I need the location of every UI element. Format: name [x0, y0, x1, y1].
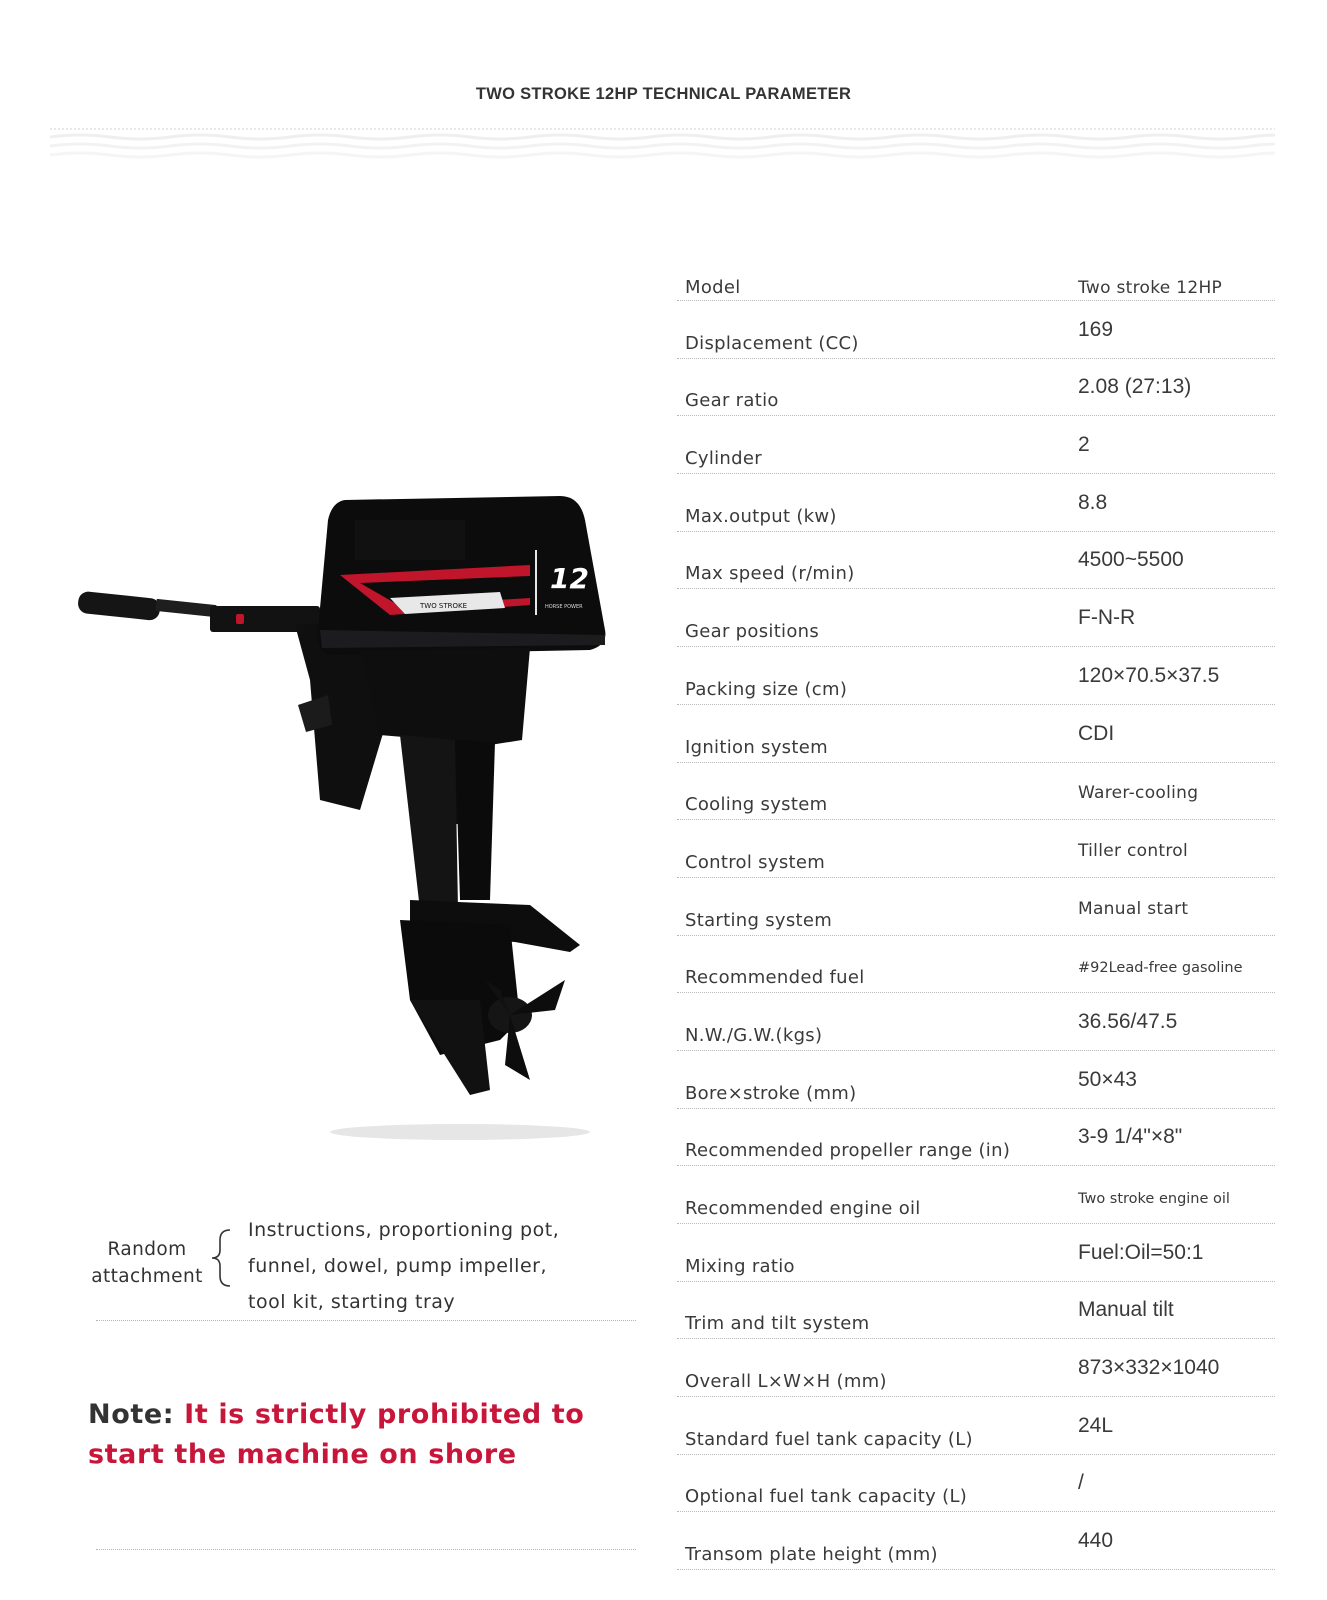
spec-label: Starting system	[685, 909, 833, 931]
spec-value: 169	[1078, 317, 1114, 341]
spec-value: 440	[1078, 1529, 1114, 1553]
spec-label: Displacement (CC)	[685, 332, 859, 354]
spec-row	[677, 1224, 1275, 1282]
spec-row	[677, 1455, 1275, 1513]
spec-label: Cooling system	[685, 794, 828, 816]
spec-value: 2.08 (27:13)	[1078, 375, 1192, 399]
spec-row	[677, 936, 1275, 994]
spec-value: F-N-R	[1078, 606, 1136, 630]
safety-note	[88, 1395, 584, 1475]
note-warning-line: It is strictly prohibited to	[184, 1399, 585, 1430]
spec-label: Max.output (kw)	[685, 505, 837, 527]
note-prefix: Note:	[88, 1399, 185, 1430]
spec-label: Gear positions	[685, 621, 820, 643]
spec-row	[677, 878, 1275, 936]
spec-value: Two stroke 12HP	[1078, 278, 1223, 298]
spec-row	[677, 993, 1275, 1051]
spec-label: Gear ratio	[685, 390, 779, 412]
spec-row	[677, 359, 1275, 417]
spec-label: Mixing ratio	[685, 1255, 795, 1277]
spec-row	[677, 1166, 1275, 1224]
spec-value: Manual start	[1078, 898, 1189, 919]
spec-row	[677, 1051, 1275, 1109]
spec-label: Optional fuel tank capacity (L)	[685, 1486, 968, 1508]
spec-row	[677, 1397, 1275, 1455]
spec-row	[677, 1512, 1275, 1570]
attachment-items	[248, 1212, 559, 1320]
spec-value: 120×70.5×37.5	[1078, 663, 1220, 687]
spec-value: Manual tilt	[1078, 1298, 1174, 1322]
spec-row	[677, 705, 1275, 763]
spec-value: 2	[1078, 433, 1090, 457]
spec-value: CDI	[1078, 721, 1115, 745]
spec-value: 873×332×1040	[1078, 1356, 1220, 1380]
spec-label: Recommended engine oil	[685, 1198, 921, 1219]
spec-label: Model	[685, 277, 741, 298]
spec-value: #92Lead-free gasoline	[1078, 960, 1243, 977]
curly-brace-icon	[208, 1228, 238, 1288]
spec-label: Ignition system	[685, 736, 828, 758]
spec-label: Packing size (cm)	[685, 678, 848, 700]
spec-value: Two stroke engine oil	[1078, 1191, 1230, 1207]
spec-label: Bore×stroke (mm)	[685, 1082, 857, 1104]
spec-row	[677, 1282, 1275, 1340]
attachment-label-line: attachment	[91, 1266, 203, 1287]
spec-label: Overall L×W×H (mm)	[685, 1371, 887, 1393]
attachment-label	[72, 1236, 222, 1290]
cowl-badge-sub: HORSE POWER	[545, 604, 583, 610]
cowl-badge-text: TWO STROKE	[420, 602, 468, 610]
decorative-wave-band	[50, 128, 1275, 164]
attachment-item-line: Instructions, proportioning pot,	[248, 1219, 560, 1241]
spec-value: /	[1078, 1471, 1084, 1495]
spec-value: 24L	[1078, 1413, 1114, 1437]
spec-value: Warer-cooling	[1078, 783, 1199, 804]
spec-value: Tiller control	[1078, 840, 1189, 861]
spec-row	[677, 1109, 1275, 1167]
spec-label: Transom plate height (mm)	[685, 1544, 938, 1566]
attachment-item-line: tool kit, starting tray	[248, 1291, 456, 1313]
spec-value: 8.8	[1078, 490, 1108, 514]
divider	[96, 1549, 636, 1550]
spec-row	[677, 474, 1275, 532]
spec-label: Recommended fuel	[685, 967, 865, 989]
spec-label: Standard fuel tank capacity (L)	[685, 1428, 973, 1450]
spec-row	[677, 416, 1275, 474]
spec-value: 50×43	[1078, 1067, 1137, 1091]
note-warning-line: start the machine on shore	[88, 1439, 517, 1470]
cowl-badge-number: 12	[550, 562, 589, 595]
spec-label: N.W./G.W.(kgs)	[685, 1024, 823, 1046]
spec-value: 3-9 1/4"×8"	[1078, 1125, 1183, 1149]
spec-row	[677, 647, 1275, 705]
spec-row	[677, 820, 1275, 878]
divider	[96, 1320, 636, 1321]
outboard-motor-icon	[60, 480, 620, 1150]
spec-label: Max speed (r/min)	[685, 563, 855, 585]
page-title: TWO STROKE 12HP TECHNICAL PARAMETER	[475, 85, 852, 103]
spec-row	[677, 1339, 1275, 1397]
attachment-item-line: funnel, dowel, pump impeller,	[248, 1255, 547, 1277]
spec-label: Trim and tilt system	[685, 1313, 870, 1335]
spec-label: Control system	[685, 851, 826, 873]
spec-row	[677, 301, 1275, 359]
spec-row	[677, 532, 1275, 590]
spec-label: Cylinder	[685, 448, 762, 470]
attachment-label-line: Random	[107, 1239, 187, 1260]
spec-value: 4500~5500	[1078, 548, 1184, 572]
spec-row	[677, 763, 1275, 821]
spec-table	[677, 273, 1275, 1570]
spec-row	[677, 273, 1275, 301]
spec-label: Recommended propeller range (in)	[685, 1140, 1011, 1162]
spec-value: Fuel:Oil=50:1	[1078, 1240, 1204, 1264]
spec-value: 36.56/47.5	[1078, 1009, 1178, 1033]
spec-row	[677, 589, 1275, 647]
